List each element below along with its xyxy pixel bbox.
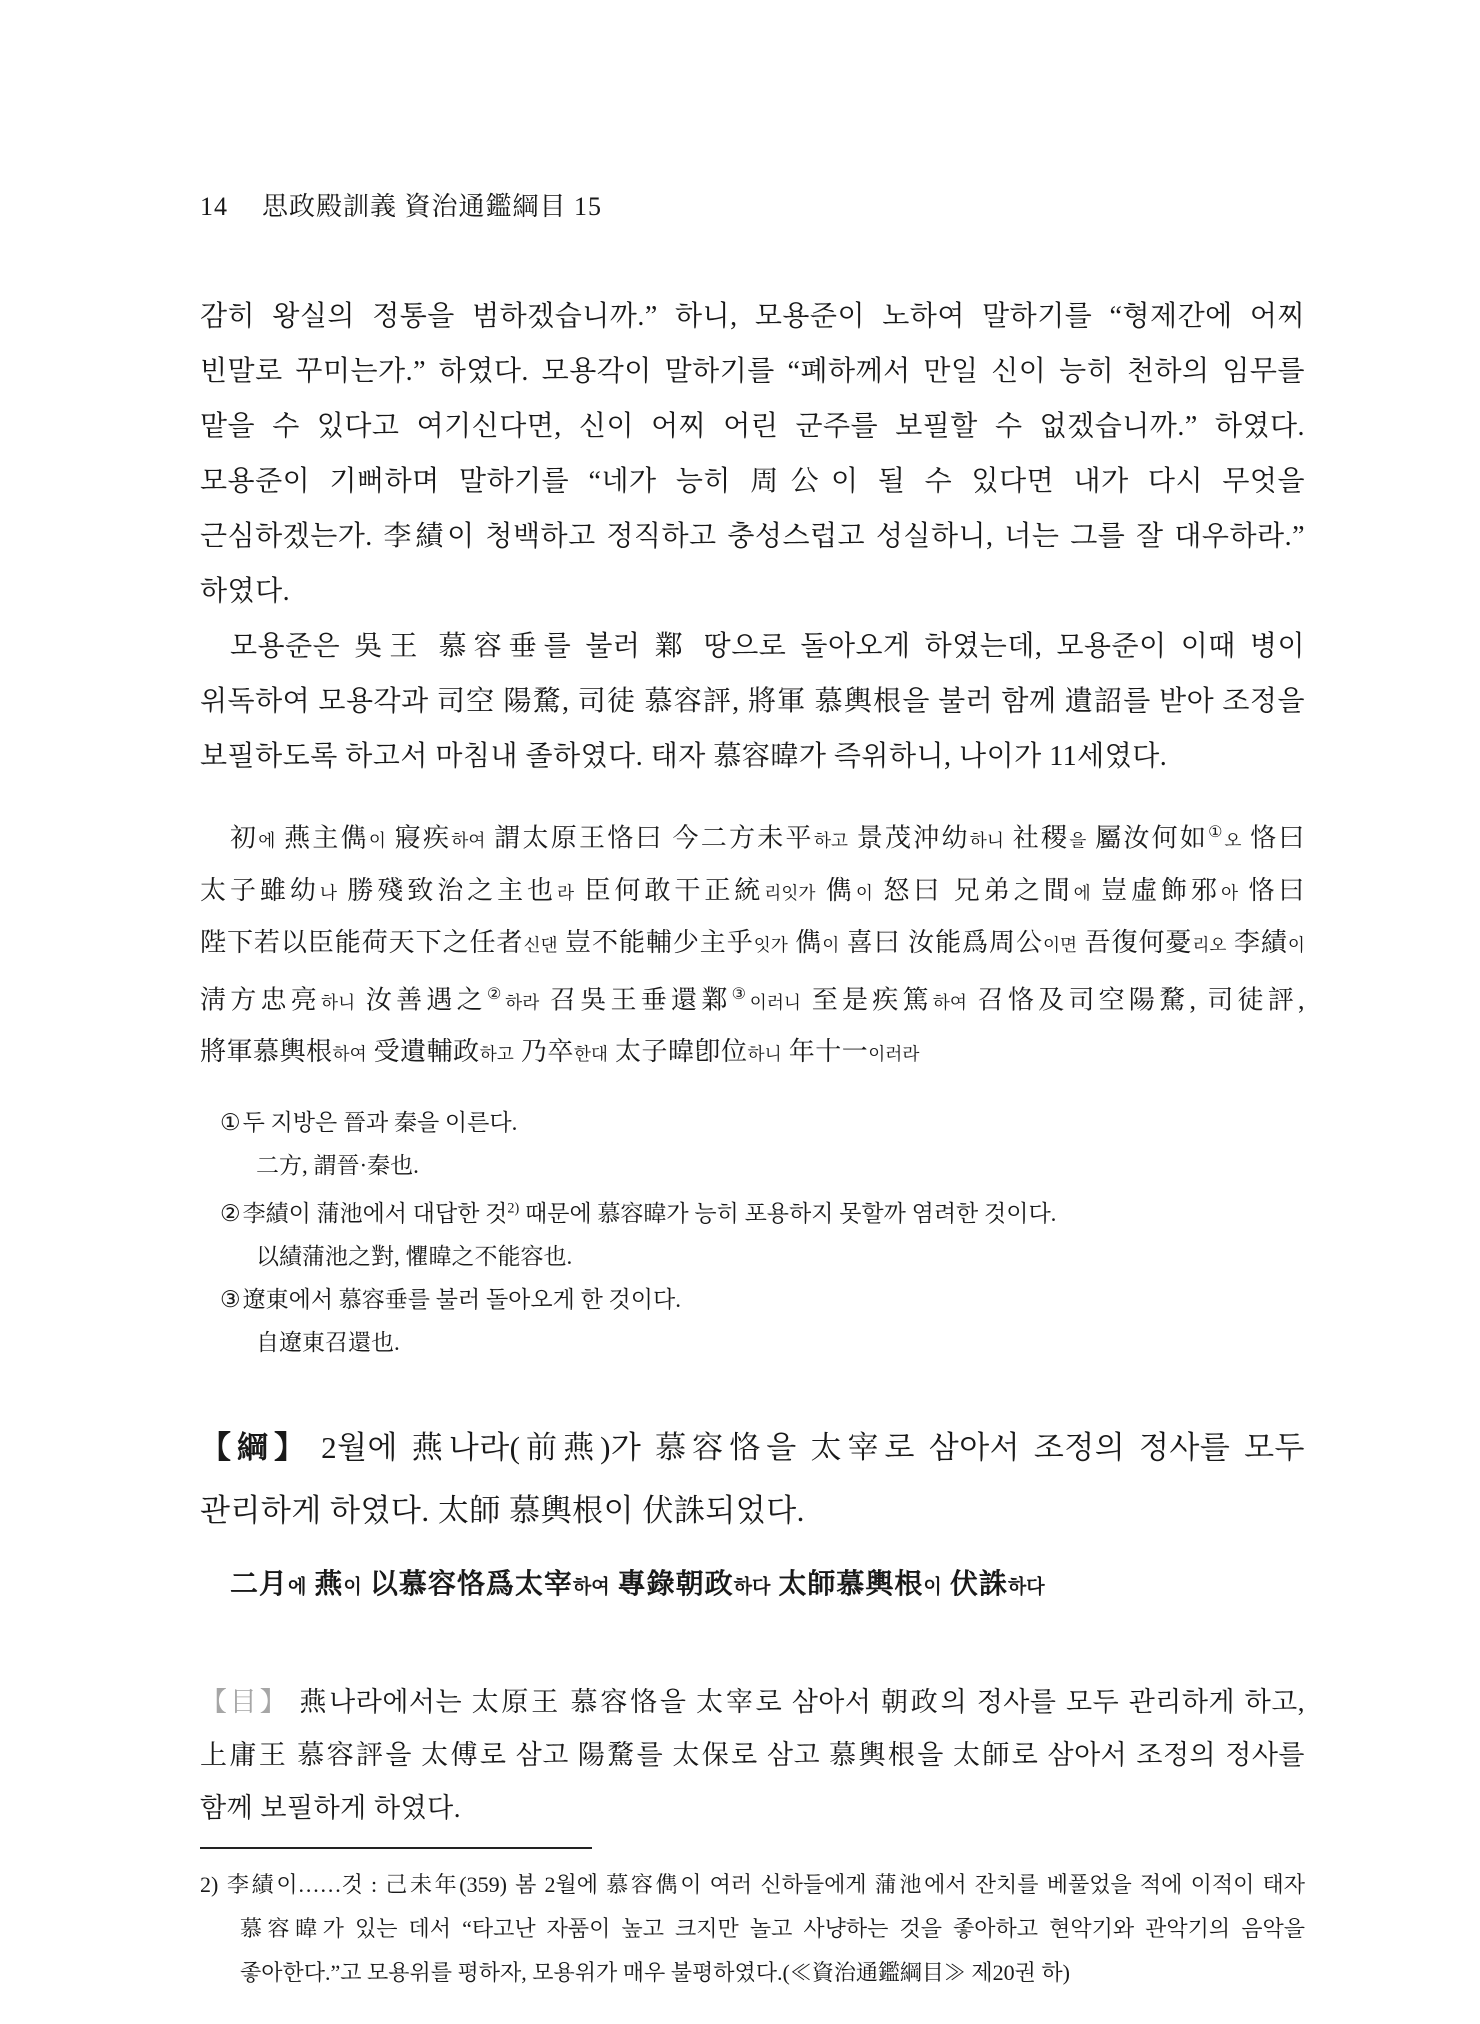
note-marker: ① [220, 1110, 241, 1136]
gang-text: 2월에 燕나라(前燕)가 慕容恪을 太宰로 삼아서 조정의 정사를 모두 관리하게 하였다. 太師 慕輿根이 伏誅되었다. [200, 1429, 1305, 1528]
mok-text: 燕나라에서는 太原王 慕容恪을 太宰로 삼아서 朝政의 정사를 모두 관리하게 하고, 上庸王 慕容評을 太傅로 삼고 陽騖를 太保로 삼고 慕輿根을 太師로 삼아서 조정의 정사를 함께 보필하게 하였다. [200, 1686, 1305, 1823]
note-item [220, 1101, 1305, 1187]
note-marker: ③ [220, 1286, 241, 1312]
translation-section [200, 289, 1305, 784]
running-head [200, 186, 1305, 223]
page-number: 14 [200, 192, 228, 221]
note-hanja-text: 自遼東召還也. [256, 1329, 400, 1355]
note-korean-text: 두 지방은 晉과 秦을 이른다. [242, 1110, 518, 1136]
note-item [220, 1187, 1305, 1278]
translation-paragraph-2: 모용준은 吳王 慕容垂를 불러 鄴 땅으로 돌아오게 하였는데, 모용준이 이때 병이 위독하여 모용각과 司空 陽騖, 司徒 慕容評, 將軍 慕輿根을 불러 함께 遺詔를 받아 조정을 보필하도록 하고서 마침내 졸하였다. 태자 慕容暐가 즉위하니, 나이가 11세였다. [200, 631, 1305, 772]
footnote [200, 1863, 1305, 1995]
mok-section [200, 1676, 1305, 1835]
note-item [220, 1278, 1305, 1364]
original-text-section [200, 808, 1305, 1079]
translation-paragraph-1: 감히 왕실의 정통을 범하겠습니까.” 하니, 모용준이 노하여 말하기를 “형제간에 어찌 빈말로 꾸미는가.” 하였다. 모용각이 말하기를 “폐하께서 만일 신이 능히 천하의 임무를 맡을 수 있다고 여기신다면, 신이 어찌 어린 군주를 보필할 수 없겠습니까.” 하였다. 모용준이 기뻐하며 말하기를 “네가 능히 周公이 될 수 있다면 내가 다시 무엇을 근심하겠는가. 李績이 청백하고 정직하고 충성스럽고 성실하니, 너는 그를 잘 대우하라.” 하였다. [200, 301, 1305, 607]
footnote-text: 李績이……것 : 己未年(359) 봄 2월에 慕容儁이 여러 신하들에게 蒲池에서 잔치를 베풀었을 적에 이적이 태자 慕容暐가 있는 데서 “타고난 자품이 높고 크지만 놀고 사냥하는 것을 좋아하고 현악기와 관악기의 음악을 좋아한다.”고 모용위를 평하자, 모용위가 매우 불평하였다.(≪資治通鑑綱目≫ 제20권 하) [224, 1871, 1305, 1985]
footnote-label: 2) [200, 1871, 219, 1897]
gang-section [200, 1416, 1305, 1614]
note-marker: ② [220, 1200, 241, 1226]
note-hanja-text: 二方, 謂晉·秦也. [256, 1153, 419, 1179]
mok-marker: 【目】 [200, 1686, 290, 1717]
note-korean-text: 遼東에서 慕容垂를 불러 돌아오게 한 것이다. [242, 1286, 681, 1312]
gang-original-text: 二月에 燕이 以慕容恪爲太宰하여 專錄朝政하다 太師慕輿根이 伏誅하다 [230, 1568, 1045, 1600]
note-hanja-text: 以績蒲池之對, 懼暐之不能容也. [256, 1243, 573, 1269]
book-title: 思政殿訓義 資治通鑑綱目 15 [262, 192, 603, 221]
classical-original-text: 初에 燕主儁이 寢疾하여 謂太原王恪曰 今二方未平하고 景茂沖幼하니 社稷을 屬汝何如①오 恪曰 太子雖幼나 勝殘致治之主也라 臣何敢干正統리잇가 儁이 怒曰 兄弟之間에 豈虛飾邪아 恪曰 陛下若以臣能荷天下之任者신댄 豈不能輔少主乎잇가 儁이 喜曰 汝能爲周公이면 吾復何憂리오 李績이 淸方忠亮하니 汝善遇之②하라 召吳王垂還鄴③이러니 至是疾篤하여 召恪及司空陽騖, 司徒評, 將軍慕輿根하여 受遺輔政하고 乃卒한대 太子暐卽位하니 年十一이러라 [200, 823, 1305, 1067]
gang-marker: 【綱】 [200, 1429, 312, 1465]
footnote-divider [200, 1847, 592, 1849]
annotation-notes [200, 1101, 1305, 1364]
note-korean-text: 李績이 蒲池에서 대답한 것$^{2)}$ 때문에 慕容暐가 능히 포용하지 못할까 염려한 것이다. [242, 1200, 1057, 1226]
